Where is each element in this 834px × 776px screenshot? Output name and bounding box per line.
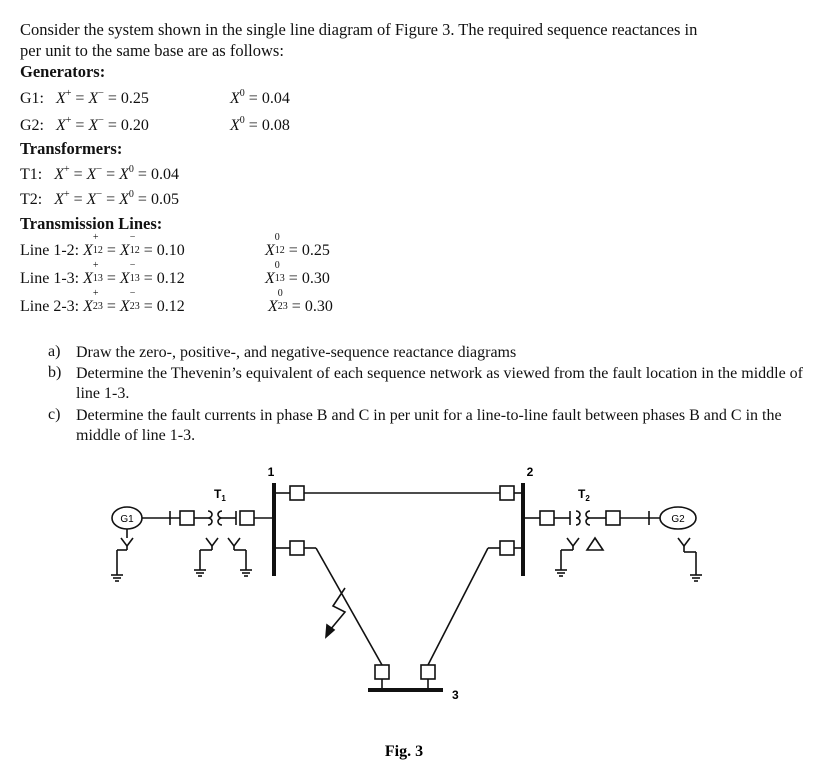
- intro-line-1: Consider the system shown in the single line diagram of Figure 3. The required sequence reactances in: [20, 20, 698, 39]
- g1-pos-value: 0.25: [120, 90, 149, 107]
- line23-row: Line 2-3: X + 23 = X − 23 = 0.12: [20, 288, 185, 315]
- g1-zero: $X^0 = 0.04$: [230, 88, 290, 107]
- line23-zero-value: 0.30: [304, 298, 333, 315]
- t2-value: 0.05: [150, 191, 179, 208]
- g2-pos-value: 0.20: [120, 117, 149, 134]
- g1-branch: [111, 507, 272, 581]
- task-c-text: Determine the fault currents in phase B and C in per unit for a line-to-line fault between phases B and C in the middle of line 1-3.: [76, 407, 782, 444]
- line-1-3: [276, 541, 389, 688]
- g2-label: G2:: [20, 117, 44, 134]
- line-1-2: [276, 486, 521, 500]
- line13-row: Line 1-3: X + 13 = X − 13 = 0.12: [20, 260, 185, 287]
- g2-row: G2: X+ = X− = 0.20: [20, 115, 149, 134]
- task-a-marker: a): [48, 343, 61, 360]
- g1-label: G1:: [20, 90, 44, 107]
- g1-row: G1: X+ = X− = 0.25: [20, 88, 149, 107]
- line12-zero: X 0 12 = 0.25: [265, 232, 330, 259]
- line12-pos-value: 0.10: [156, 242, 185, 259]
- task-a-text: Draw the zero-, positive-, and negative-sequence reactance diagrams: [76, 344, 517, 361]
- t2-label: T2:: [20, 191, 43, 208]
- line13-zero: X 0 13 = 0.30: [265, 260, 330, 287]
- bus-2-label: 2: [526, 465, 534, 479]
- intro-line-2: per unit to the same base are as follows:: [20, 41, 284, 60]
- g1-zero-value: 0.04: [261, 90, 290, 107]
- bus-1-label: 1: [267, 465, 275, 479]
- transformers-heading: Transformers:: [20, 139, 123, 158]
- t2-label: $T_2$: [578, 487, 590, 503]
- line13-pos-value: 0.12: [156, 270, 185, 287]
- line12-row: Line 1-2: X + 12 = X − 12 = 0.10: [20, 232, 185, 259]
- t2-row: T2: $X^+ = X^- = X^0 = 0.05$: [20, 189, 179, 208]
- line12-label: Line 1-2:: [20, 242, 80, 259]
- line-2-3: [421, 541, 521, 688]
- task-b-marker: b): [48, 364, 62, 381]
- single-line-diagram: [0, 455, 834, 776]
- g2-symbol-label: G2: [671, 514, 685, 525]
- bus-3-label: 3: [452, 688, 459, 702]
- lines-heading: Transmission Lines:: [20, 214, 163, 233]
- figure-caption: Fig. 3: [384, 743, 424, 760]
- line13-zero-value: 0.30: [301, 270, 330, 287]
- t1-label: T1:: [20, 166, 43, 183]
- g2-zero-value: 0.08: [261, 117, 290, 134]
- g1-symbol-label: G1: [120, 514, 134, 525]
- t1-label: $T_1$: [214, 487, 226, 503]
- line12-zero-value: 0.25: [301, 242, 330, 259]
- g2-zero: $X^0 = 0.08$: [230, 115, 290, 134]
- line23-label: Line 2-3:: [20, 298, 80, 315]
- t1-value: 0.04: [150, 166, 179, 183]
- generators-heading: Generators:: [20, 62, 106, 81]
- line23-pos-value: 0.12: [156, 298, 185, 315]
- line13-label: Line 1-3:: [20, 270, 80, 287]
- task-b-text: Determine the Thevenin’s equivalent of each sequence network as viewed from the fault location in the middle of line 1-3.: [76, 365, 804, 402]
- t1-row: T1: $X^+ = X^- = X^0 = 0.04$: [20, 164, 179, 183]
- task-list: [48, 343, 808, 453]
- task-c-marker: c): [48, 406, 61, 423]
- line23-zero: X 0 23 = 0.30: [268, 288, 333, 315]
